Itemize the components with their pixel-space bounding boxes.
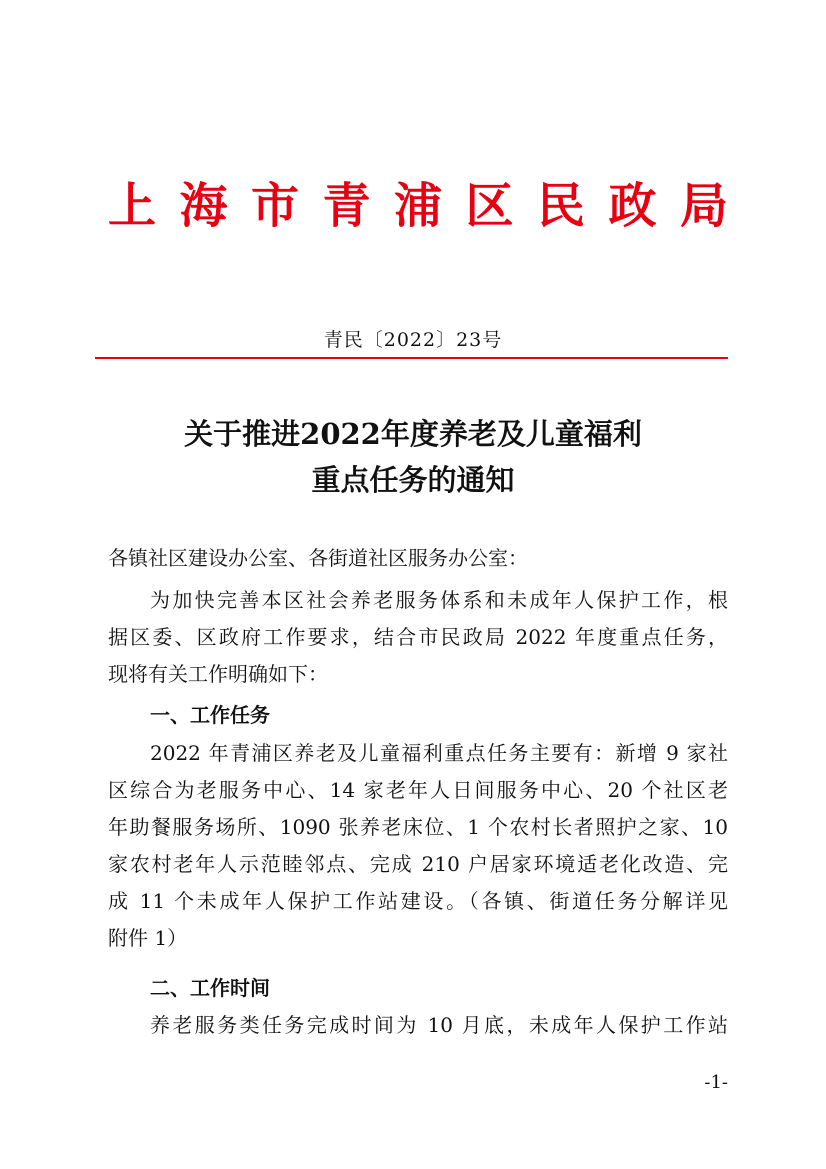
paragraph-line: 据区委、区政府工作要求，结合市民政局 2022 年度重点任务， (108, 625, 728, 649)
paragraph-line: 成 11 个未成年人保护工作站建设。（各镇、街道任务分解详见 (108, 889, 728, 913)
document-number: 青民〔2022〕23号 (323, 329, 503, 351)
section-heading-tasks: 一、工作任务 (150, 703, 270, 727)
addressee: 各镇社区建设办公室、各街道社区服务办公室： (108, 546, 528, 570)
red-divider (95, 357, 728, 359)
document-title-line1: 关于推进2022年度养老及儿童福利 (184, 417, 642, 451)
page-number: -1- (704, 1072, 728, 1093)
paragraph-line: 家农村老年人示范睦邻点、完成 210 户居家环境适老化改造、完 (108, 852, 728, 876)
paragraph-line: 区综合为老服务中心、14 家老年人日间服务中心、20 个社区老 (108, 778, 728, 802)
document-title-line2: 重点任务的通知 (311, 463, 515, 497)
paragraph-line: 2022 年青浦区养老及儿童福利重点任务主要有：新增 9 家社 (150, 741, 728, 765)
paragraph-line: 养老服务类任务完成时间为 10 月底，未成年人保护工作站 (150, 1013, 728, 1037)
paragraph-line: 现将有关工作明确如下： (108, 662, 328, 686)
paragraph-line: 年助餐服务场所、1090 张养老床位、1 个农村长者照护之家、10 (108, 815, 728, 839)
paragraph-line: 附件 1） (108, 926, 188, 950)
issuing-authority: 上海市青浦区民政局 (108, 178, 728, 234)
paragraph-line: 为加快完善本区社会养老服务体系和未成年人保护工作，根 (150, 588, 728, 612)
section-heading-time: 二、工作时间 (150, 976, 270, 1000)
